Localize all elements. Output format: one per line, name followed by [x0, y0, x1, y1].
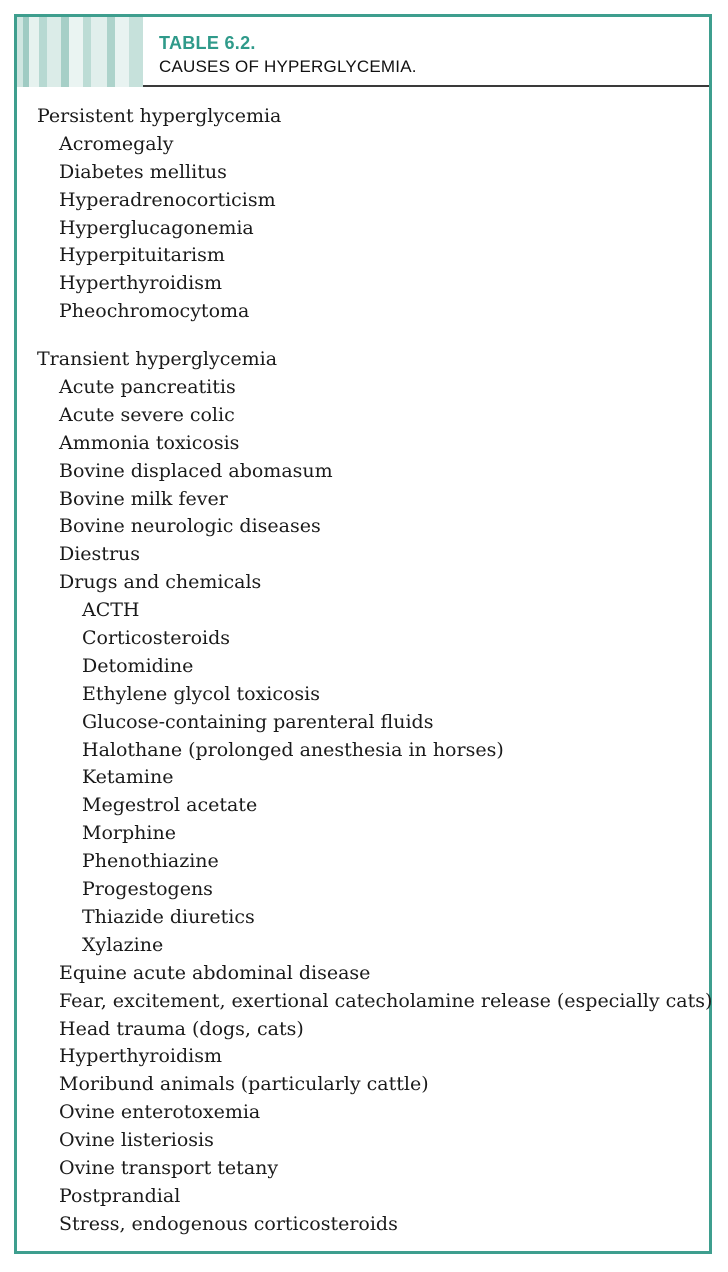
sub-list-item: ACTH	[82, 599, 140, 622]
table-number: TABLE 6.2.	[159, 33, 256, 53]
list-item: Acromegaly	[59, 132, 174, 155]
list-item: Bovine milk fever	[59, 487, 228, 510]
sub-list-item: Halothane (prolonged anesthesia in horses)	[82, 738, 504, 761]
list-item: Moribund animals (particularly cattle)	[59, 1073, 429, 1096]
list-item: Fear, excitement, exertional catecholamine release (especially cats)	[59, 989, 713, 1012]
sub-list-item: Xylazine	[82, 933, 164, 956]
sub-list-item: Phenothiazine	[82, 850, 219, 873]
list-item: Bovine displaced abomasum	[59, 459, 333, 482]
sub-list-item: Corticosteroids	[82, 627, 230, 650]
list-item: Drugs and chemicals	[59, 571, 262, 594]
sub-list-item: Megestrol acetate	[82, 794, 258, 817]
sub-list-item: Morphine	[82, 822, 176, 845]
list-item: Hyperglucagonemia	[59, 216, 254, 239]
table-section	[37, 346, 713, 1239]
section-heading: Persistent hyperglycemia	[37, 105, 282, 127]
list-item: Ovine transport tetany	[59, 1156, 279, 1179]
sub-list-item: Ethylene glycol toxicosis	[82, 682, 321, 705]
sub-list-item: Ketamine	[82, 766, 174, 789]
sub-list-item: Thiazide diuretics	[82, 905, 255, 928]
list-item: Ovine listeriosis	[59, 1129, 214, 1152]
list-item: Acute severe colic	[59, 403, 235, 426]
table-header	[17, 17, 709, 87]
sub-list-item: Progestogens	[82, 878, 213, 901]
list-item: Acute pancreatitis	[59, 376, 236, 399]
section-heading: Transient hyperglycemia	[37, 348, 278, 371]
table-title: CAUSES OF HYPERGLYCEMIA.	[159, 57, 417, 76]
list-item: Hyperadrenocorticism	[59, 188, 276, 211]
sub-list-item: Glucose-containing parenteral fluids	[82, 710, 434, 733]
table-body	[37, 103, 713, 1239]
table-section	[37, 103, 697, 326]
list-item: Equine acute abdominal disease	[59, 961, 371, 984]
list-item: Postprandial	[59, 1184, 181, 1207]
list-item: Head trauma (dogs, cats)	[59, 1017, 304, 1040]
list-item: Diabetes mellitus	[59, 160, 227, 183]
list-item: Stress, endogenous corticosteroids	[59, 1212, 398, 1235]
list-item: Hyperthyroidism	[59, 1045, 223, 1068]
list-item: Bovine neurologic diseases	[59, 515, 321, 538]
list-item: Ovine enterotoxemia	[59, 1101, 261, 1124]
list-item: Hyperthyroidism	[59, 272, 223, 295]
list-item: Ammonia toxicosis	[59, 431, 240, 454]
header-divider	[143, 85, 709, 87]
table-frame	[14, 14, 712, 1254]
list-item: Pheochromocytoma	[59, 300, 250, 323]
header-stripe-decoration	[17, 17, 143, 87]
list-item: Diestrus	[59, 543, 141, 566]
sub-list-item: Detomidine	[82, 654, 194, 677]
list-item: Hyperpituitarism	[59, 244, 225, 267]
